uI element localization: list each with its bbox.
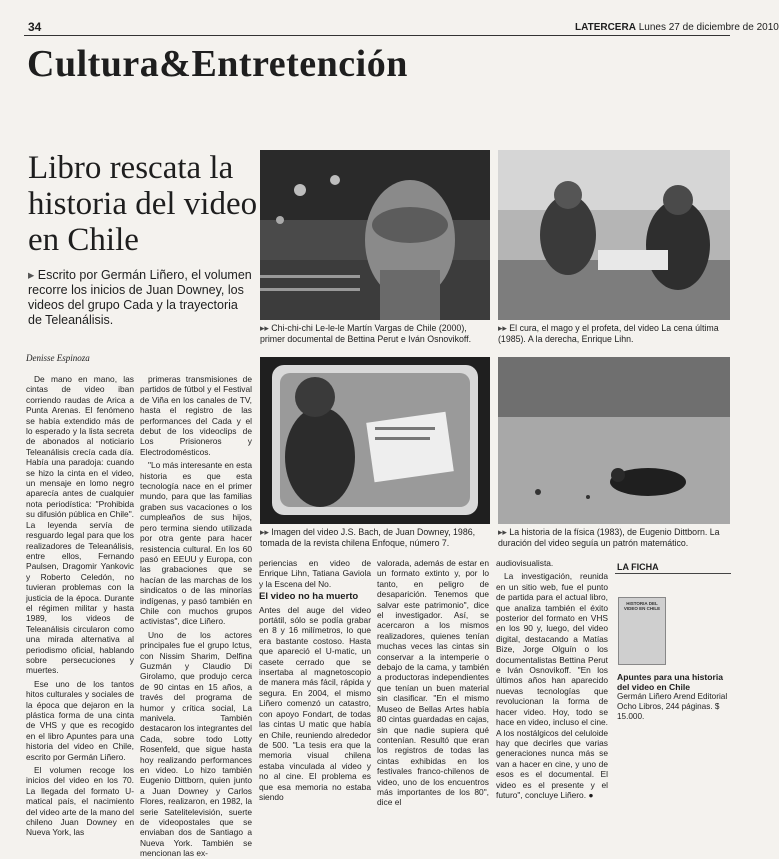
caption-3: [260, 527, 492, 549]
book-title: Apuntes para una historia del video en Chile: [617, 672, 724, 692]
paragraph: El volumen recoge los inicios del video en los 70. La llegada del formato U-matical país, el nacimiento del video arte de la mano del chileno Juan Downey en Nueva York, las: [26, 765, 134, 838]
paragraph: De mano en mano, las cintas de video iban corriendo raudas de Arica a Punta Arenas. El fenómeno se había extendido más de lo esperado y la lista secreta de abonados al noticiario Teleanálisis crecía cada día. Había una paradoja: cuando se hizo la cinta en el video, un mensaje en lomo negro aparecía antes de cualquier nota periodística: "Prohibida su difusión pública en Chile". La leyenda servía de resguardo legal para que los realizadores de Teleanálisis, entre ellos, Fernando Paulsen, Dragomir Yankovic y Roberto Celedón, no tuvieran problemas con la justicia de la época. Durante el régimen militar y hasta 1989, los videos de Teleanálisis circularon como una mirada alternativa al periodismo oficial, hablando sobre persecuciones y muertes.: [26, 374, 134, 676]
caption-text: Chi-chi-chi Le-le-le Martín Vargas de Chile (2000), primer documental de Bettina Perut e Iván Osnovikoff.: [260, 323, 472, 344]
paragraph: primeras transmisiones de partidos de fútbol y el Festival de Viña en los canales de TV, hasta el registro de las performances del Cada y el debut de los videoclips de Los Prisioneros y Electrodomésticos.: [140, 374, 252, 457]
paragraph: audiovisualista.: [496, 558, 554, 568]
photo-historia-de-la-fisica: [498, 357, 730, 524]
arrow-right-icon: ▸▸: [498, 323, 507, 333]
article-column-3: [259, 558, 371, 802]
photo-la-cena-ultima: [498, 150, 730, 320]
caption-4: [498, 527, 732, 549]
page-number: 34: [28, 20, 42, 34]
paragraph: "Lo más interesante en esta historia es que esta tecnología nace en el primer mundo, para que las familias graben sus vacaciones o los cumpleaños de sus hijos, pero termina siendo utilizada por otra gente para hacer resistencia cultural. En los 60 pasó en EEUU y Europa, con las grabaciones que se hacían de las marchas de los sindicatos o de las minorías indígenas, y pasó también en Chile con muchos grupos activistas", dice Liñero.: [140, 460, 253, 627]
article-column-5: [496, 558, 608, 800]
book-details: Germán Liñero Arend Editorial Ocho Libros, 244 páginas. $ 15.000.: [617, 692, 728, 721]
section-title: Cultura&Entretención: [27, 43, 408, 85]
caption-text: El cura, el mago y el profeta, del video La cena última (1985). A la derecha, Enrique Lihn.: [498, 323, 719, 344]
paragraph: Antes del auge del video portátil, sólo se podía grabar en 8 y 16 milímetros, lo que era bastante costoso. Hasta que apareció el U-matic, un casete cerrado que se insertaba al magnetoscopio de manera más fácil, rápida y segura. En 2004, el mismo Liñero comenzó un catastro, con apoyo Fondart, de todas las cintas U matic que había en Chile, reuniendo alrededor de 500. "La tesis era que la memoria visual chilena estaba vinculada al video y no al cine. El problema es que esa memoria no estaba siendo: [259, 604, 371, 802]
caption-2: [498, 323, 732, 345]
paragraph: La investigación, reunida en un sitio web, fue el punto de partida para el actual libro, que analiza también el éxito posterior del formato en VHS en los 90 y, luego, del video digital, destacando a Matías Bize, Jorge Olguín o los documentalistas Bettina Perut e Iván Osnovikoff. "En los últimos años han aparecido nuevas tecnologías que revolucionan la forma de hacer video. Hoy, todo se hace en video, incluso el cine. A los nostálgicos del celuloide hay que decirles que varias generaciones nunca más se van a hacer en cine, y uno de esos es el documental. El video es el presente y el futuro", concluye Liñero. ●: [496, 571, 608, 800]
header-rule: [24, 35, 730, 36]
paragraph: valorada, además de estar en un formato extinto y, por lo tanto, en peligro de desaparición. Tenemos que salvar este patrimonio", dice el investigador. Así, se acercaron a los mismos realizadores, quienes tenían muchas veces las cintas sin conservar a la intemperie o debajo de la cama, y también a productoras independientes que tenían un buen material sin clasificar. "En el mismo Museo de Bellas Artes había 80 cintas guardadas en cajas, sin que nadie supiera qué contenían. Resultó que eran los registros de todas las cintas exhibidas en los festivales franco-chilenos de video, uno de los encuentros más importantes de los 80", dice el: [377, 558, 489, 808]
ficha-details: [617, 672, 733, 722]
article-column-4: [377, 558, 489, 808]
article-headline: Libro rescata la historia del video en Chile: [28, 150, 258, 258]
subhead: El video no ha muerto: [259, 591, 359, 603]
byline: Denisse Espinoza: [26, 353, 90, 363]
book-cover-text: HISTORIA DEL VIDEO EN CHILE: [623, 601, 661, 611]
photo-js-bach: [260, 357, 490, 524]
caption-text: Imagen del video J.S. Bach, de Juan Downey, 1986, tomada de la revista chilena Enfoque, número 7.: [260, 527, 476, 548]
arrow-right-icon: ▸▸: [260, 527, 269, 537]
book-cover: [618, 597, 666, 665]
ficha-label: LA FICHA: [617, 562, 659, 572]
caption-text: La historia de la física (1983), de Eugenio Dittborn. La duración del video seguía un patrón matemático.: [498, 527, 720, 548]
issue-date: Lunes 27 de diciembre de 2010: [638, 22, 779, 33]
paper-name: LATERCERA: [575, 22, 636, 33]
header-date-line: [575, 22, 779, 33]
paragraph: Uno de los actores principales fue el grupo Ictus, con Nissim Sharim, Delfina Guzmán y Claudio Di Girolamo, que produjo cerca de 90 cintas en 15 años, a través del programa de humor y crítica social, La manivela. También destacaron los integrantes del Cada, sobre todo Lotty Rosenfeld, que sigue hasta hoy realizando performances en video. Lo hizo también Eugenio Dittborn, quien junto a Juan Downey y Carlos Flores, realizaron, en 1982, la serie Satelitelevisión, suerte de videopostales que se enviaban dos de Santiago a Nueva York. También se mencionan las ex-: [140, 629, 252, 859]
ficha-rule: [615, 573, 731, 574]
article-deck: [28, 268, 252, 328]
deck-text: Escrito por Germán Liñero, el volumen recorre los inicios de Juan Downey, los videos del grupo Cada y la trayectoria de Teleanálisis.: [28, 268, 252, 327]
paragraph: periencias en video de Enrique Lihn, Tatiana Gaviola y la Escena del No.: [259, 558, 371, 589]
arrow-right-icon: ▸▸: [498, 527, 507, 537]
caption-1: [260, 323, 492, 345]
article-column-1: [26, 374, 134, 838]
article-column-2: [140, 374, 253, 859]
arrow-right-icon: ▸: [28, 268, 38, 282]
paragraph: Ese uno de los tantos hitos culturales y sociales de la época que dejaron en la plástica forma de una cinta de VHS y que es recogido en el libro Apuntes para una historia del video en Chile, escrito por Germán Liñero.: [26, 678, 134, 762]
arrow-right-icon: ▸▸: [260, 323, 269, 333]
photo-martin-vargas: [260, 150, 490, 320]
